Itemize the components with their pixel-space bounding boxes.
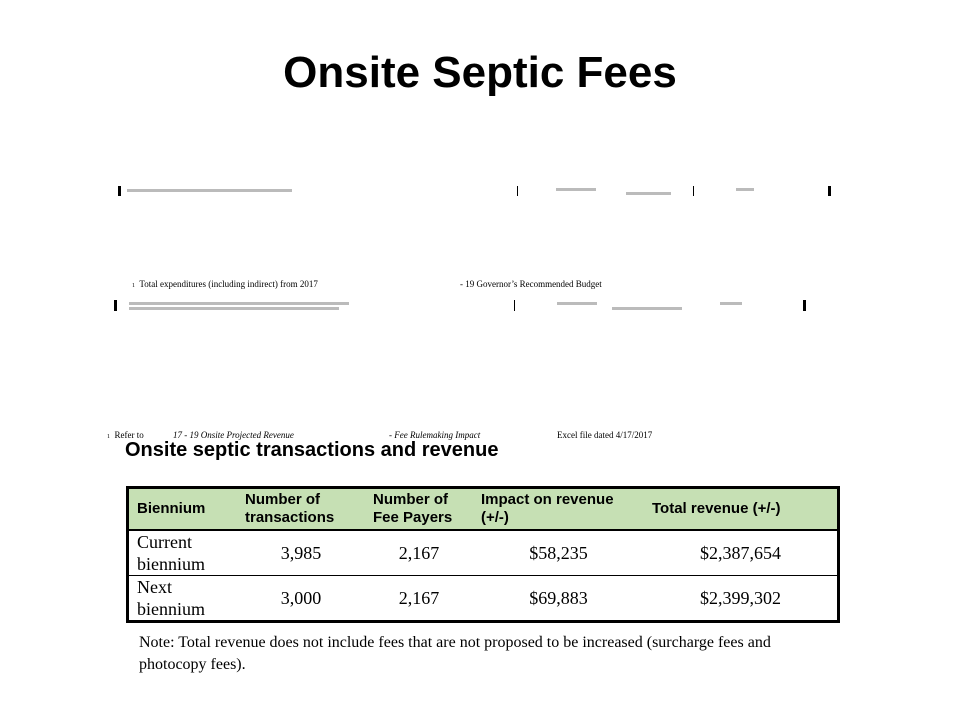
header-biennium: Biennium (128, 488, 238, 531)
section-subtitle: Onsite septic transactions and revenue (125, 439, 499, 461)
header-transactions: Number of transactions (237, 488, 365, 531)
revenue-note: Note: Total revenue does not include fees that are not proposed to be increased (surcharge fees and photocopy fees). (139, 634, 771, 673)
header-impact: Impact on revenue (+/-) (473, 488, 644, 531)
garbled-table-strip-middle (114, 300, 806, 311)
footnote-refer: 1 Refer to 17 - 19 Onsite Projected Revenue - Fee Rulemaking Impact Excel file dated 4/17/2017 (107, 430, 653, 440)
table-row: Current biennium 3,985 2,167 $58,235 $2,387,654 (128, 530, 839, 576)
slide-title: Onsite Septic Fees (283, 48, 677, 97)
transactions-revenue-table (126, 486, 840, 623)
header-total-revenue: Total revenue (+/-) (644, 488, 839, 531)
header-fee-payers: Number of Fee Payers (365, 488, 473, 531)
garbled-table-strip-top (118, 186, 831, 196)
footnote-expenditures: 1 Total expenditures (including indirect) from 2017 - 19 Governor’s Recommended Budget (132, 279, 602, 289)
table-header-row (128, 488, 839, 531)
table-row: Next biennium 3,000 2,167 $69,883 $2,399,302 (137, 577, 781, 619)
